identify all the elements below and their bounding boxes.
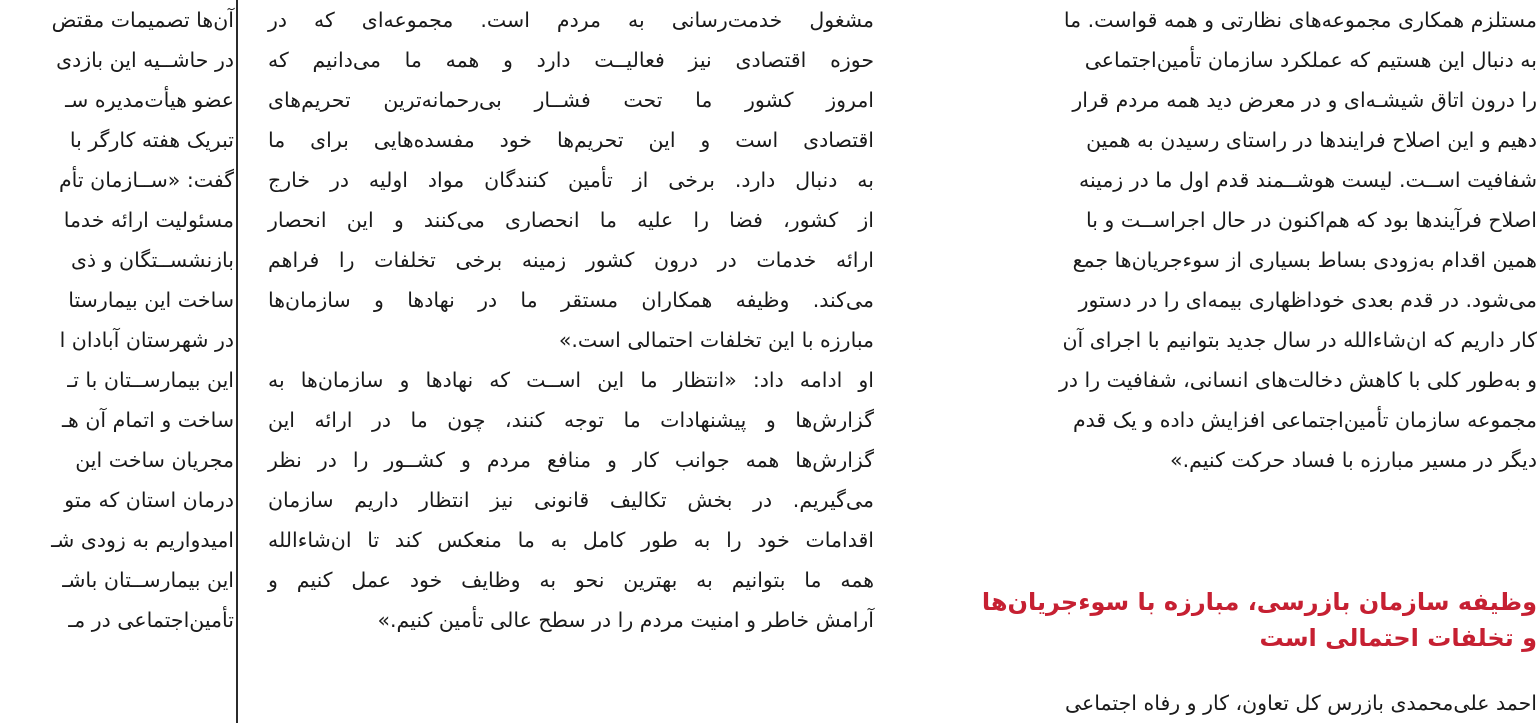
text-line: اقدامات خود را به طور کامل به ما منعکس کند تا ان‌شاءالله (268, 528, 874, 552)
text-line: گفت: «ســازمان تأم (58, 168, 234, 192)
text-line: کار داریم که ان‌شاءالله در سال جدید بتوانیم با اجرای آن (1062, 328, 1537, 352)
text-line: به دنبال دارد. برخی از تأمین کنندگان مواد اولیه در خارج (268, 168, 874, 192)
section-heading-line: و تخلفات احتمالی است (1259, 624, 1537, 652)
text-line: همین اقدام به‌زودی بساط بسیاری از سوءجریان‌ها جمع (1072, 248, 1537, 272)
text-line: می‌کند. وظیفه همکاران مستقر ما در نهادها و سازمان‌ها (268, 288, 874, 312)
article-column-middle (268, 0, 874, 723)
text-line: امروز کشور ما تحت فشــار بی‌رحمانه‌ترین تحریم‌های (268, 88, 874, 112)
text-line: بازنشســتگان و ذی (70, 248, 234, 272)
text-line: تبریک هفته کارگر با (69, 128, 234, 152)
article-column-left (0, 0, 234, 723)
text-line: مجریان ساخت این (75, 448, 234, 472)
text-line: اقتصادی است و این تحریم‌ها خود مفسده‌هایی برای ما (268, 128, 874, 152)
text-line: دهیم و این اصلاح فرایندها در راستای رسیدن به همین (1086, 128, 1537, 152)
text-line: را درون اتاق شیشـه‌ای و در معرض دید همه مردم قرار (1072, 88, 1537, 112)
text-line: مسئولیت ارائه خدما (63, 208, 234, 232)
text-line: این بیمارســتان باشـ (62, 568, 234, 592)
text-line: عضو هیأت‌مدیره سـ (65, 88, 234, 112)
text-line: مشغول خدمت‌رسانی به مردم است. مجموعه‌ای که در (268, 8, 874, 32)
text-line: احمد علی‌محمدی بازرس کل تعاون، کار و رفاه اجتماعی (1064, 691, 1537, 715)
text-line: ارائه خدمات در درون کشور زمینه برخی تخلفات را فراهم (268, 248, 874, 272)
text-line: اصلاح فرآیندها بود که هم‌اکنون در حال اجراســت و با (1085, 208, 1537, 232)
text-line: می‌شود. در قدم بعدی خوداظهاری بیمه‌ای را در دستور (1078, 288, 1537, 312)
text-line: دیگر در مسیر مبارزه با فساد حرکت کنیم.» (1170, 448, 1537, 472)
text-line: امیدواریم به زودی شـ (51, 528, 234, 552)
text-line: گزارش‌ها و پیشنهادات ما توجه کنند، چون ما در ارائه این (268, 408, 874, 432)
text-line: و به‌طور کلی با کاهش دخالت‌های انسانی، شفافیت را در (1059, 368, 1537, 392)
text-line: مستلزم همکاری مجموعه‌های نظارتی و همه قواست. ما (1063, 8, 1537, 32)
text-line: او ادامه داد: «انتظار ما این اســت که نهادها و سازمان‌ها به (268, 368, 874, 392)
text-line: مبارزه با این تخلفات احتمالی است.» (558, 328, 874, 352)
column-divider (236, 0, 238, 723)
text-line: ساخت این بیمارستا (68, 288, 234, 312)
text-line: ساخت و اتمام آن هـ (62, 408, 234, 432)
text-line: در حاشــیه این بازدی (56, 48, 234, 72)
text-line: حوزه اقتصادی نیز فعالیــت دارد و همه ما می‌دانیم که (268, 48, 874, 72)
text-line: آن‌ها تصمیمات مقتض (51, 8, 234, 32)
article-column-right (907, 0, 1537, 723)
text-line: در شهرستان آبادان ا (59, 328, 234, 352)
text-line: گزارش‌ها همه جوانب کار و منافع مردم و کشــور را در نظر (268, 448, 874, 472)
text-line: مجموعه سازمان تأمین‌اجتماعی افزایش داده و یک قدم (1072, 408, 1537, 432)
text-line: آرامش خاطر و امنیت مردم را در سطح عالی تأمین کنیم.» (377, 608, 874, 632)
text-line: شفافیت اســت. لیست هوشــمند قدم اول ما در زمینه (1078, 168, 1537, 192)
text-line: می‌گیریم. در بخش تکالیف قانونی نیز انتظار داریم سازمان (268, 488, 874, 512)
text-line: درمان استان که متو (64, 488, 234, 512)
text-line: تأمین‌اجتماعی در مـ (68, 608, 234, 632)
text-line: به دنبال این هستیم که عملکرد سازمان تأمین‌اجتماعی (1084, 48, 1537, 72)
text-line: از کشور، فضا را علیه ما انحصاری می‌کنند و این انحصار (268, 208, 874, 232)
text-line: این بیمارســتان با تـ (67, 368, 234, 392)
section-heading-line: وظیفه سازمان بازرسی، مبارزه با سوءجریان‌ها (981, 588, 1537, 616)
text-line: همه ما بتوانیم به بهترین نحو به وظایف خود عمل کنیم و (268, 568, 874, 592)
